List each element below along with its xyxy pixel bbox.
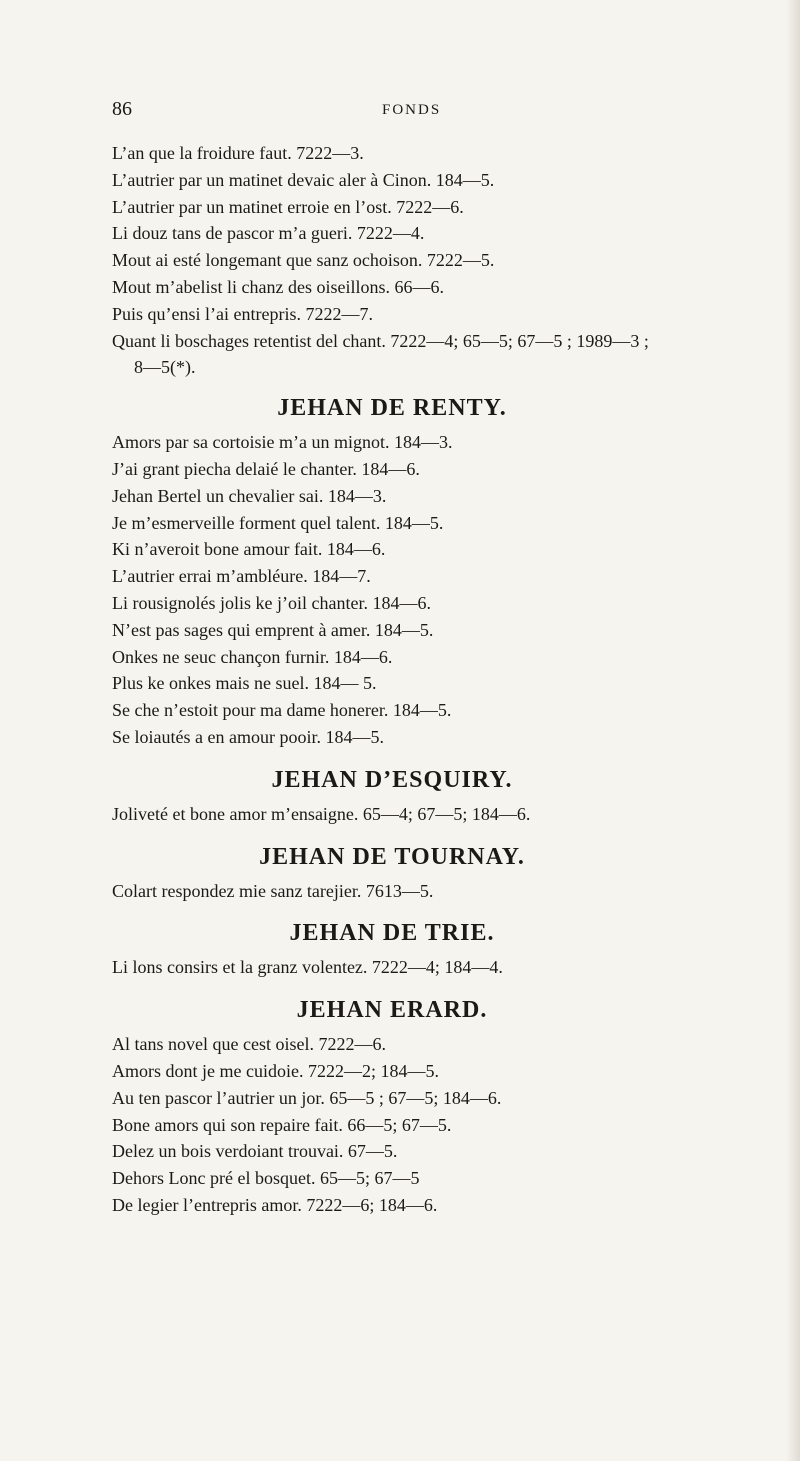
entry-line: Li rousignolés jolis ke j’oil chanter. 184—6. [112, 592, 431, 613]
entry-line: Amors par sa cortoisie m’a un mignot. 184—3. [112, 432, 453, 453]
section-jehan-de-tournay [112, 842, 800, 905]
entry-line: Joliveté et bone amor m’ensaigne. 65—4; 67—5; 184—6. [112, 803, 531, 824]
entry-line: Au ten pascor l’autrier un jor. 65—5 ; 67—5; 184—6. [112, 1087, 502, 1108]
running-title: FONDS [382, 102, 442, 118]
entry-line: L’an que la froidure faut. 7222—3. [112, 143, 364, 163]
page-number: 86 [112, 98, 132, 120]
page-header [112, 98, 712, 128]
entry-line: Amors dont je me cuidoie. 7222—2; 184—5. [112, 1060, 439, 1081]
section-jehan-de-renty [112, 393, 800, 751]
section-continuation [112, 140, 800, 381]
entry-line: Li lons consirs et la granz volentez. 7222—4; 184—4. [112, 957, 503, 978]
entry-line: De legier l’entrepris amor. 7222—6; 184—6. [112, 1194, 438, 1215]
entry-line: L’autrier errai m’ambléure. 184—7. [112, 566, 371, 587]
entry-line: L’autrier par un matinet erroie en l’ost. 7222—6. [112, 196, 464, 217]
section-heading: JEHAN DE TRIE. [289, 920, 495, 947]
entry-line: Je m’esmerveille forment quel talent. 184—5. [112, 512, 444, 533]
entry-line: Se che n’estoit pour ma dame honerer. 184—5. [112, 700, 452, 721]
entry-line: Quant li boschages retentist del chant. 7222—4; 65—5; 67—5 ; 1989—3 ; [112, 330, 649, 351]
entry-line-continuation: 8—5(*). [134, 357, 196, 378]
entry-line: Se loiautés a en amour pooir. 184—5. [112, 726, 384, 747]
entry-line: Bone amors qui son repaire fait. 66—5; 67—5. [112, 1114, 452, 1135]
entry-line: Jehan Bertel un chevalier sai. 184—3. [112, 485, 387, 506]
entry-line: Onkes ne seuc chançon furnir. 184—6. [112, 646, 393, 667]
entry-line: Colart respondez mie sanz tarejier. 7613—5. [112, 880, 434, 901]
section-heading: JEHAN D’ESQUIRY. [271, 766, 513, 793]
entry-line: N’est pas sages qui emprent à amer. 184—5. [112, 619, 434, 640]
section-heading: JEHAN DE TOURNAY. [259, 843, 525, 870]
entry-line: Puis qu’ensi l’ai entrepris. 7222—7. [112, 303, 373, 324]
section-heading: JEHAN DE RENTY. [277, 395, 507, 422]
section-heading: JEHAN ERARD. [296, 997, 488, 1024]
entry-line: L’autrier par un matinet devaic aler à Cinon. 184—5. [112, 169, 495, 190]
entry-line: Delez un bois verdoiant trouvai. 67—5. [112, 1141, 398, 1162]
entry-line: J’ai grant piecha delaié le chanter. 184—6. [112, 458, 420, 479]
entry-line: Ki n’averoit bone amour fait. 184—6. [112, 539, 386, 560]
entry-line: Li douz tans de pascor m’a gueri. 7222—4. [112, 223, 425, 244]
entry-line: Mout m’abelist li chanz des oiseillons. 66—6. [112, 276, 444, 297]
section-jehan-desquiry [112, 765, 800, 828]
entry-line: Dehors Lonc pré el bosquet. 65—5; 67—5 [112, 1168, 420, 1189]
entry-line: Plus ke onkes mais ne suel. 184— 5. [112, 673, 377, 694]
section-jehan-erard [112, 995, 800, 1219]
entry-line: Mout ai esté longemant que sanz ochoison. 7222—5. [112, 250, 495, 271]
page-body [112, 140, 800, 1219]
section-jehan-de-trie [112, 918, 800, 981]
entry-line: Al tans novel que cest oisel. 7222—6. [112, 1034, 386, 1055]
